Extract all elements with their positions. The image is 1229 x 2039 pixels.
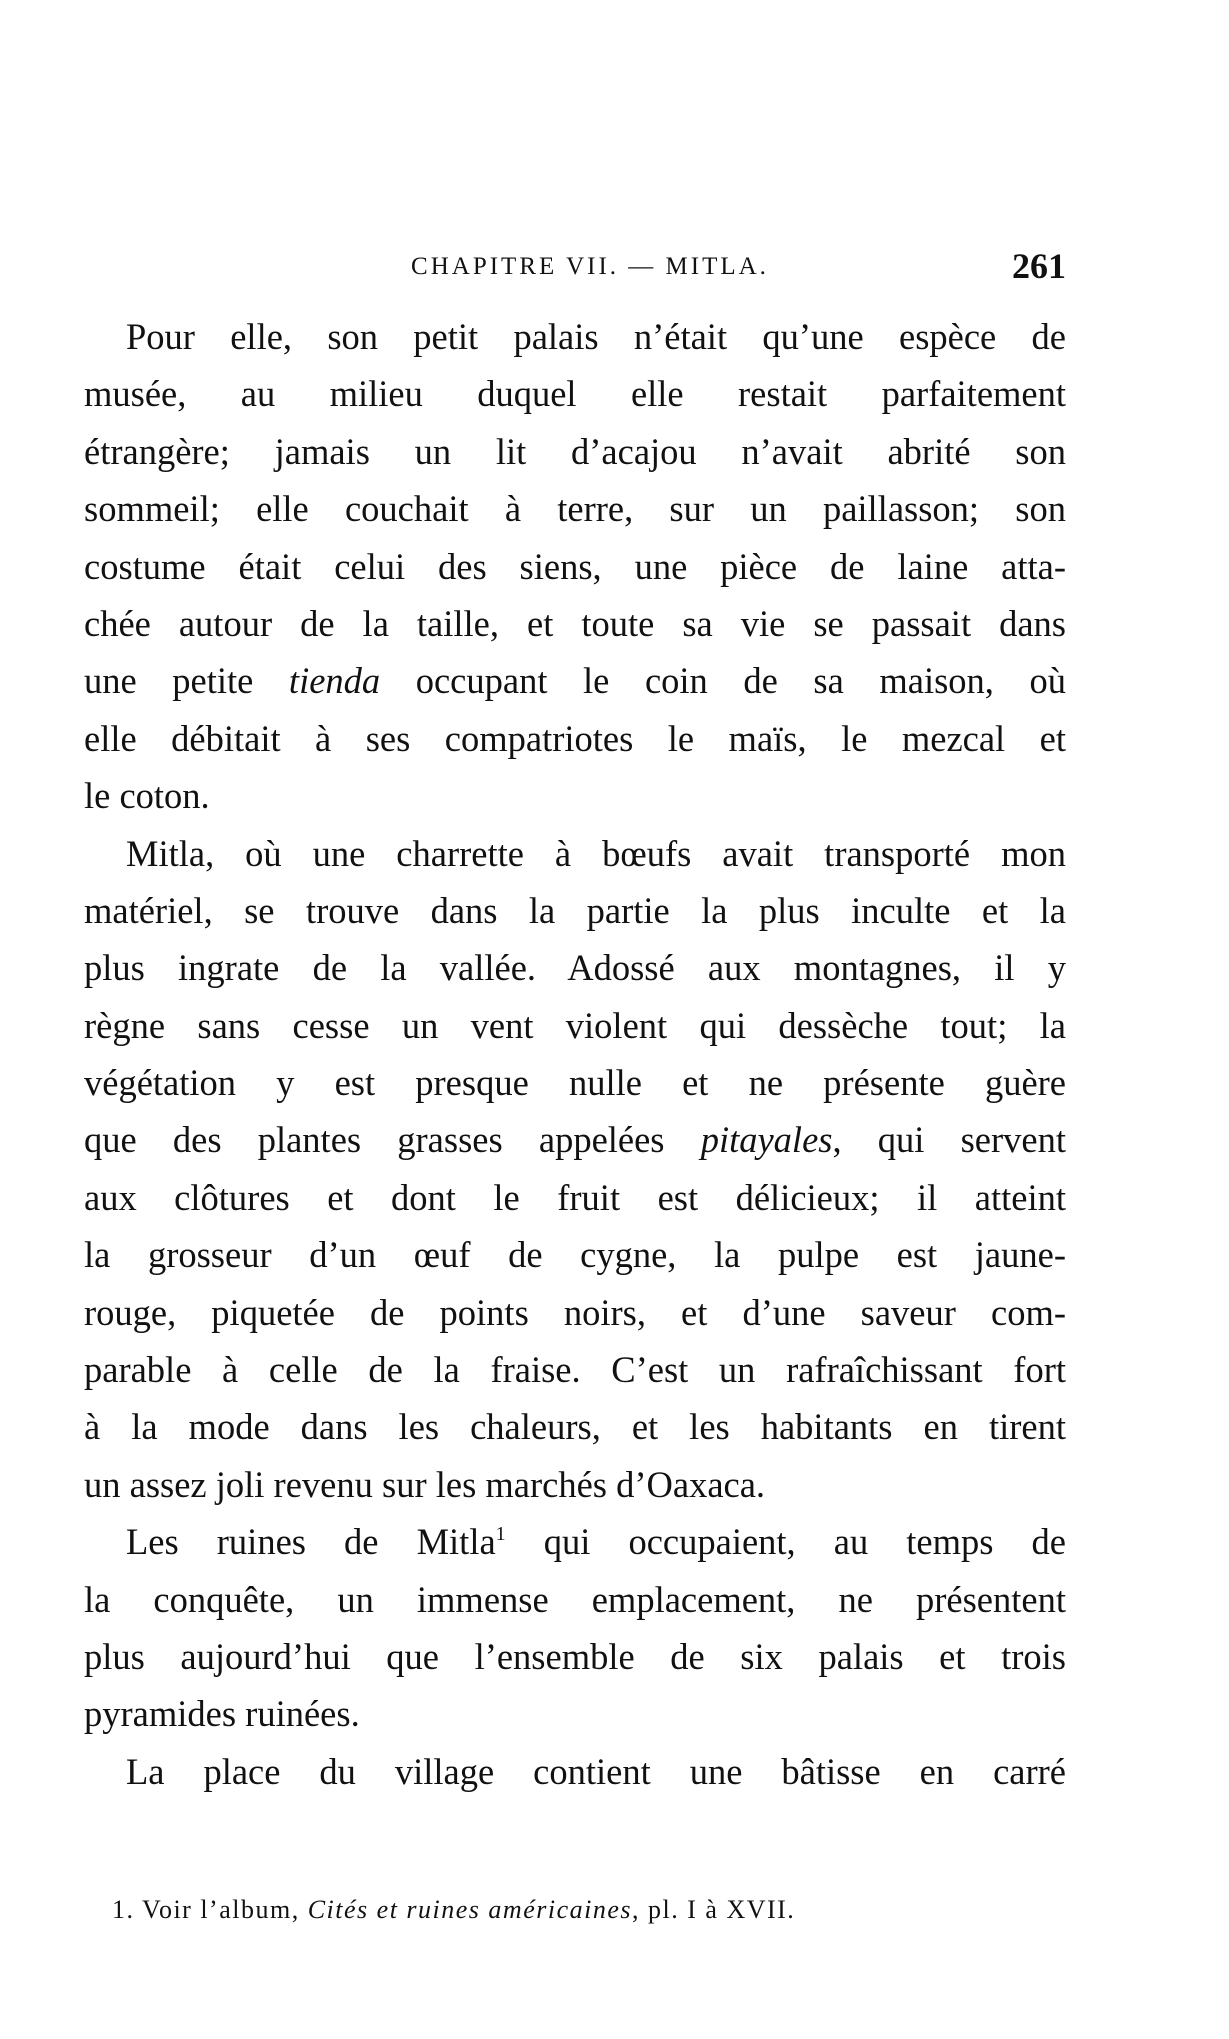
text-run: sommeil; elle couchait à terre, sur un paillasson; son (84, 488, 1066, 530)
text-line (84, 538, 1066, 595)
text-line (84, 1226, 1066, 1283)
text-run: occupant le coin de sa maison, où (380, 660, 1066, 702)
footnote (112, 1895, 1012, 1925)
text-line (84, 1513, 1066, 1570)
running-title: CHAPITRE VII. — MITLA. (411, 253, 769, 280)
text-line (84, 595, 1066, 652)
italic-term: tienda (288, 660, 381, 702)
text-run: végétation y est presque nulle et ne présente guère (84, 1062, 1066, 1104)
text-run: règne sans cesse un vent violent qui dessèche tout; la (84, 1004, 1066, 1046)
footnote-text-before: Voir l’album, (134, 1895, 308, 1924)
text-run: étrangère; jamais un lit d’acajou n’avait abrité son (84, 430, 1066, 472)
text-line (84, 767, 1066, 824)
text-line (84, 1341, 1066, 1398)
text-line (84, 423, 1066, 480)
text-line (84, 1571, 1066, 1628)
text-run: rouge, piquetée de points noirs, et d’une saveur com- (84, 1291, 1066, 1333)
text-run: pyramides ruinées. (84, 1693, 360, 1735)
text-run: un assez joli revenu sur les marchés d’Oaxaca. (84, 1463, 766, 1505)
text-run: le coton. (84, 775, 210, 817)
text-run: La place du village contient une bâtisse en carré (126, 1750, 1066, 1792)
page-number: 261 (1012, 246, 1066, 286)
text-line (84, 825, 1066, 882)
text-line (84, 1685, 1066, 1742)
text-line (84, 1169, 1066, 1226)
text-line (84, 365, 1066, 422)
text-run: Pour elle, son petit palais n’était qu’une espèce de (126, 316, 1066, 357)
text-run: , qui servent (832, 1119, 1066, 1161)
text-line (84, 882, 1066, 939)
footnote-italic-title: Cités et ruines américaines (307, 1895, 633, 1924)
text-line (84, 308, 1066, 365)
text-line (84, 939, 1066, 996)
text-run: aux clôtures et dont le fruit est délicieux; il atteint (84, 1176, 1066, 1218)
body-text (84, 308, 1066, 1800)
text-line (84, 1111, 1066, 1168)
text-run: costume était celui des siens, une pièce de laine atta- (84, 545, 1066, 587)
text-run: qui occupaient, au temps de (505, 1521, 1066, 1563)
text-run: elle débitait à ses compatriotes le maïs, le mezcal et (84, 717, 1066, 759)
text-run: parable à celle de la fraise. C’est un rafraîchissant fort (84, 1349, 1066, 1391)
text-line (84, 1743, 1066, 1800)
italic-term: pitayales (700, 1119, 833, 1161)
text-line (84, 480, 1066, 537)
text-line (84, 1456, 1066, 1513)
running-head (84, 245, 1066, 295)
text-line (84, 710, 1066, 767)
footnote-text-after: , pl. I à XVII. (632, 1895, 796, 1924)
text-run: la conquête, un immense emplacement, ne présentent (84, 1578, 1066, 1620)
footnote-marker: 1. (112, 1895, 135, 1924)
text-run: Les ruines de Mitla (126, 1521, 496, 1563)
text-line (84, 652, 1066, 709)
text-line (84, 1284, 1066, 1341)
footnote-reference: 1 (495, 1523, 506, 1546)
text-run: une petite (84, 660, 289, 702)
text-run: plus aujourd’hui que l’ensemble de six palais et trois (84, 1635, 1066, 1677)
text-line (84, 1054, 1066, 1111)
text-run: musée, au milieu duquel elle restait parfaitement (84, 373, 1066, 415)
text-line (84, 1398, 1066, 1455)
text-run: chée autour de la taille, et toute sa vie se passait dans (84, 602, 1066, 644)
text-line (84, 1628, 1066, 1685)
text-run: que des plantes grasses appelées (84, 1119, 701, 1161)
text-run: à la mode dans les chaleurs, et les habitants en tirent (84, 1406, 1066, 1448)
text-run: Mitla, où une charrette à bœufs avait transporté mon (126, 832, 1066, 874)
text-run: la grosseur d’un œuf de cygne, la pulpe est jaune- (84, 1234, 1066, 1276)
text-line (84, 997, 1066, 1054)
text-run: plus ingrate de la vallée. Adossé aux montagnes, il y (84, 947, 1066, 989)
text-run: matériel, se trouve dans la partie la plus inculte et la (84, 889, 1066, 931)
